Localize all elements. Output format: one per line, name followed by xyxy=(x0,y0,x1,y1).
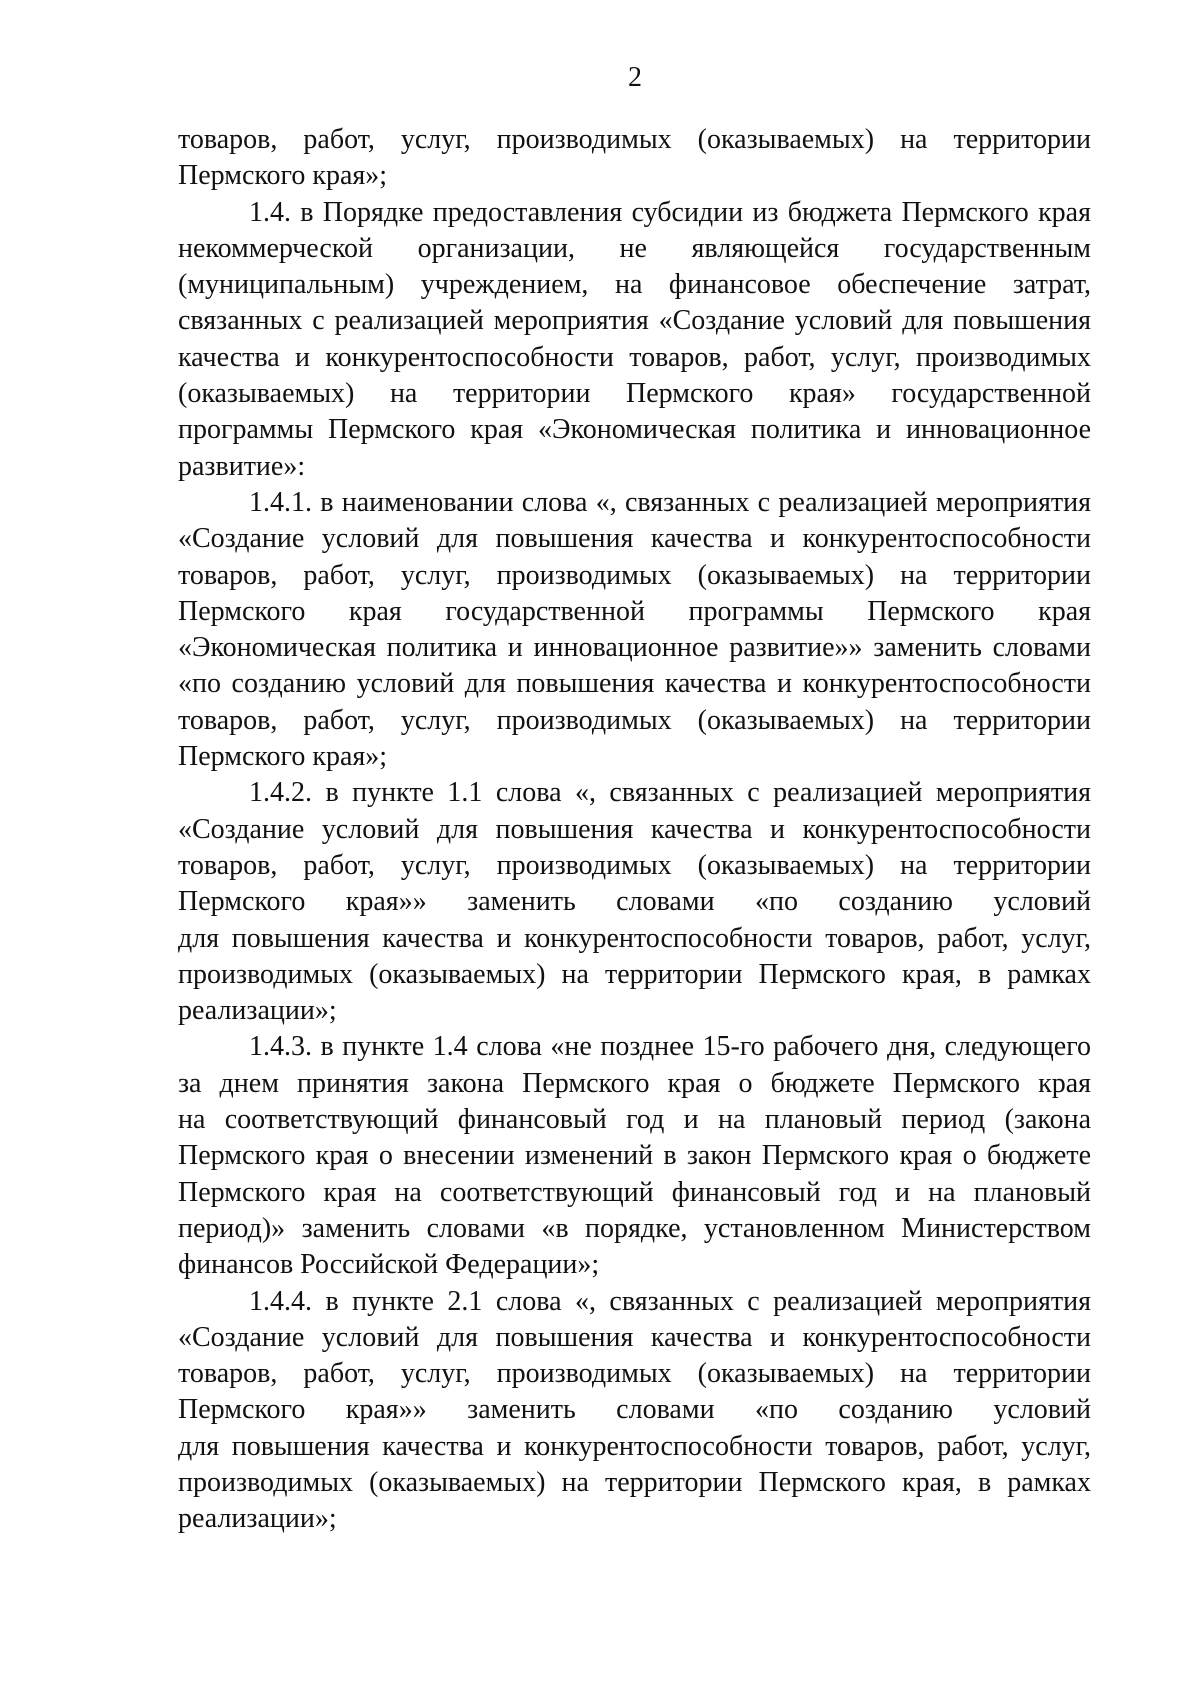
text-line: (муниципальным) учреждением, на финансовое обеспечение затрат, xyxy=(178,269,1091,301)
text-line: товаров, работ, услуг, производимых (оказываемых) на территории xyxy=(178,849,1091,881)
paragraph-1-4-4 xyxy=(178,1284,1091,1538)
text-line: «по созданию условий для повышения качества и конкурентоспособности xyxy=(178,668,1091,700)
text-line: Пермского края о внесении изменений в закон Пермского края о бюджете xyxy=(178,1140,1091,1172)
text-line: Пермского края»» заменить словами «по созданию условий xyxy=(178,886,1091,918)
text-line: Пермского края государственной программы Пермского края xyxy=(178,595,1091,627)
paragraph-1-4-3 xyxy=(178,1029,1091,1283)
text-line: товаров, работ, услуг, производимых (оказываемых) на территории xyxy=(178,704,1091,736)
paragraph-continuation xyxy=(178,122,1091,195)
text-line: производимых (оказываемых) на территории Пермского края, в рамках xyxy=(178,958,1091,990)
text-line: 1.4.1. в наименовании слова «, связанных с реализацией мероприятия xyxy=(249,486,1091,518)
text-line: некоммерческой организации, не являющейся государственным xyxy=(178,232,1091,264)
text-line: Пермского края»; xyxy=(178,741,388,773)
text-line: товаров, работ, услуг, производимых (оказываемых) на территории xyxy=(178,559,1091,591)
text-line: для повышения качества и конкурентоспособности товаров, работ, услуг, xyxy=(178,922,1091,954)
text-line: «Экономическая политика и инновационное развитие»» заменить словами xyxy=(178,632,1091,664)
text-line: период)» заменить словами «в порядке, установленном Министерством xyxy=(178,1212,1091,1244)
text-line: на соответствующий финансовый год и на плановый период (закона xyxy=(178,1104,1091,1136)
text-line: развитие»: xyxy=(178,450,306,482)
text-line: товаров, работ, услуг, производимых (оказываемых) на территории xyxy=(178,1358,1091,1390)
text-line: Пермского края»; xyxy=(178,160,388,192)
paragraph-1-4-2 xyxy=(178,775,1091,1029)
text-line: финансов Российской Федерации»; xyxy=(178,1249,600,1281)
text-line: производимых (оказываемых) на территории Пермского края, в рамках xyxy=(178,1466,1091,1498)
text-line: (оказываемых) на территории Пермского края» государственной xyxy=(178,378,1091,410)
document-body xyxy=(178,122,1091,1538)
text-line: 1.4.2. в пункте 1.1 слова «, связанных с реализацией мероприятия xyxy=(249,777,1091,809)
text-line: 1.4.4. в пункте 2.1 слова «, связанных с реализацией мероприятия xyxy=(249,1285,1091,1317)
paragraph-1-4 xyxy=(178,195,1091,485)
text-line: за днем принятия закона Пермского края о бюджете Пермского края xyxy=(178,1067,1091,1099)
text-line: «Создание условий для повышения качества и конкурентоспособности xyxy=(178,523,1091,555)
text-line: товаров, работ, услуг, производимых (оказываемых) на территории xyxy=(178,124,1091,155)
text-line: программы Пермского края «Экономическая политика и инновационное xyxy=(178,414,1091,446)
text-line: реализации»; xyxy=(178,995,337,1027)
text-line: «Создание условий для повышения качества и конкурентоспособности xyxy=(178,813,1091,845)
text-line: 1.4.3. в пункте 1.4 слова «не позднее 15-го рабочего дня, следующего xyxy=(249,1031,1091,1063)
text-line: связанных с реализацией мероприятия «Создание условий для повышения xyxy=(178,305,1091,337)
text-line: качества и конкурентоспособности товаров, работ, услуг, производимых xyxy=(178,341,1091,373)
page-number: 2 xyxy=(628,62,642,93)
text-line: «Создание условий для повышения качества и конкурентоспособности xyxy=(178,1321,1091,1353)
paragraph-1-4-1 xyxy=(178,485,1091,775)
text-line: для повышения качества и конкурентоспособности товаров, работ, услуг, xyxy=(178,1430,1091,1462)
text-line: 1.4. в Порядке предоставления субсидии из бюджета Пермского края xyxy=(249,196,1091,228)
text-line: Пермского края»» заменить словами «по созданию условий xyxy=(178,1394,1091,1426)
text-line: реализации»; xyxy=(178,1503,337,1535)
text-line: Пермского края на соответствующий финансовый год и на плановый xyxy=(178,1176,1091,1208)
